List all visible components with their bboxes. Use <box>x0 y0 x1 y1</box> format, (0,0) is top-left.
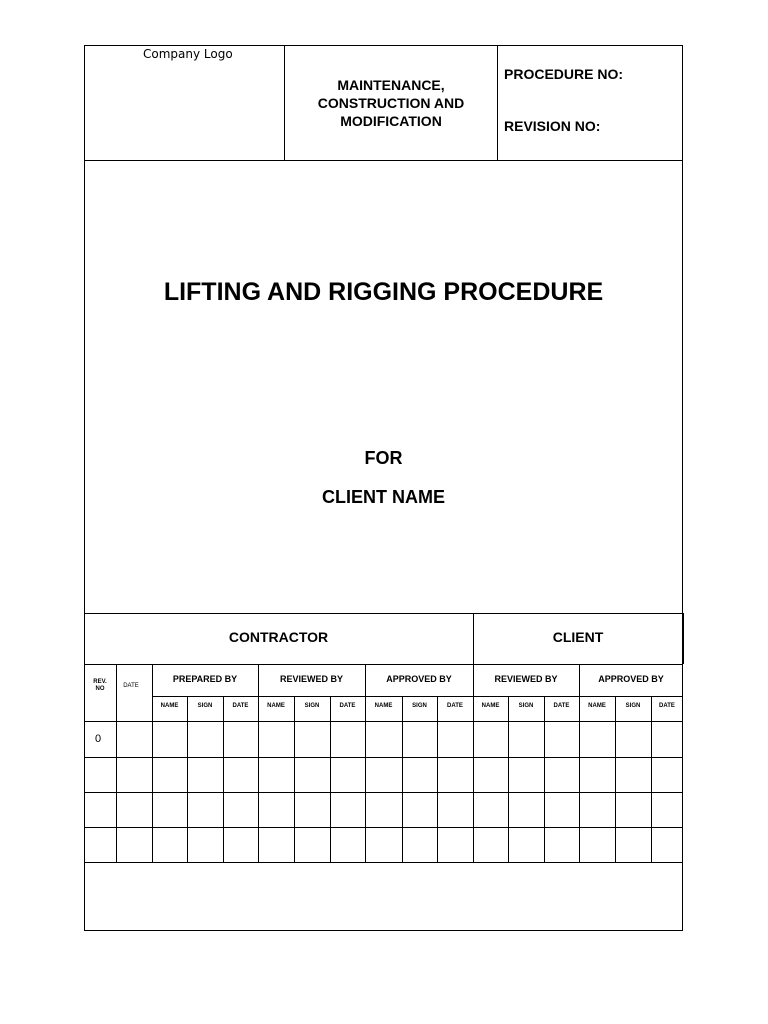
table-top-line <box>84 613 684 614</box>
header-title-line: MAINTENANCE, <box>337 77 445 93</box>
header-col-divider-2 <box>497 45 498 160</box>
header-title-line: CONSTRUCTION AND <box>317 95 465 111</box>
table-bottom-line <box>84 862 683 863</box>
sub-header-name: NAME <box>374 703 393 709</box>
group-sub-divider <box>152 696 682 697</box>
sub-header-sign: SIGN <box>518 703 534 709</box>
sub-col-divider <box>651 696 652 862</box>
client-name: CLIENT NAME <box>322 487 445 507</box>
sub-header-date: DATE <box>339 703 356 709</box>
sub-header-sign: SIGN <box>625 703 641 709</box>
contractor-client-divider <box>473 613 474 863</box>
rev-no-header-line: REV. <box>93 679 107 685</box>
header-title <box>286 76 496 130</box>
sub-col-divider <box>544 696 545 862</box>
sub-col-divider <box>223 696 224 862</box>
sub-header-sign: SIGN <box>197 703 213 709</box>
procedure-no-label: PROCEDURE NO: <box>504 66 624 82</box>
contractor-label: CONTRACTOR <box>228 629 329 645</box>
row-divider <box>84 827 683 828</box>
group-header-client-reviewed-by: REVIEWED BY <box>494 674 558 684</box>
sub-header-name: NAME <box>160 703 179 709</box>
col-divider <box>152 664 153 862</box>
sub-header-sign: SIGN <box>304 703 320 709</box>
client-label: CLIENT <box>552 629 604 645</box>
sub-header-name: NAME <box>588 703 606 709</box>
group-header-reviewed-by: REVIEWED BY <box>279 674 343 684</box>
row-divider <box>84 792 683 793</box>
header-title-line: MODIFICATION <box>340 113 442 129</box>
col-divider <box>116 664 117 862</box>
revision-no-label: REVISION NO: <box>504 118 601 134</box>
sub-col-divider <box>437 696 438 862</box>
client-right-border <box>683 613 684 664</box>
group-header-client-approved-by: APPROVED BY <box>598 674 664 684</box>
row-divider <box>84 757 683 758</box>
sub-header-sign: SIGN <box>412 703 427 709</box>
document-title: LIFTING AND RIGGING PROCEDURE <box>163 278 604 306</box>
group-header-prepared-by: PREPARED BY <box>172 674 238 684</box>
sub-header-name: NAME <box>267 703 285 709</box>
sub-col-divider <box>187 696 188 862</box>
sub-header-date: DATE <box>447 703 463 709</box>
sub-header-date: DATE <box>232 703 249 709</box>
sub-header-date: DATE <box>553 703 570 709</box>
header-divider <box>84 160 683 161</box>
group-header-approved-by: APPROVED BY <box>386 674 452 684</box>
for-label: FOR <box>364 448 403 468</box>
sub-header-date: DATE <box>659 703 675 709</box>
rev-no-header-line: NO <box>95 686 105 692</box>
sub-col-divider <box>615 696 616 862</box>
sub-col-divider <box>402 696 403 862</box>
sub-col-divider <box>330 696 331 862</box>
col-divider <box>579 664 580 862</box>
header-col-divider-1 <box>284 45 285 160</box>
table-header-bottom <box>84 721 683 722</box>
party-row-divider <box>84 664 683 665</box>
sub-col-divider <box>508 696 509 862</box>
company-logo: Company Logo <box>143 47 233 61</box>
col-divider <box>258 664 259 862</box>
col-divider <box>365 664 366 862</box>
sub-col-divider <box>294 696 295 862</box>
rev-no-header <box>86 679 114 693</box>
table-row-rev-no: 0 <box>95 733 102 745</box>
sub-header-name: NAME <box>481 703 500 709</box>
date-header: DATE <box>123 683 139 689</box>
